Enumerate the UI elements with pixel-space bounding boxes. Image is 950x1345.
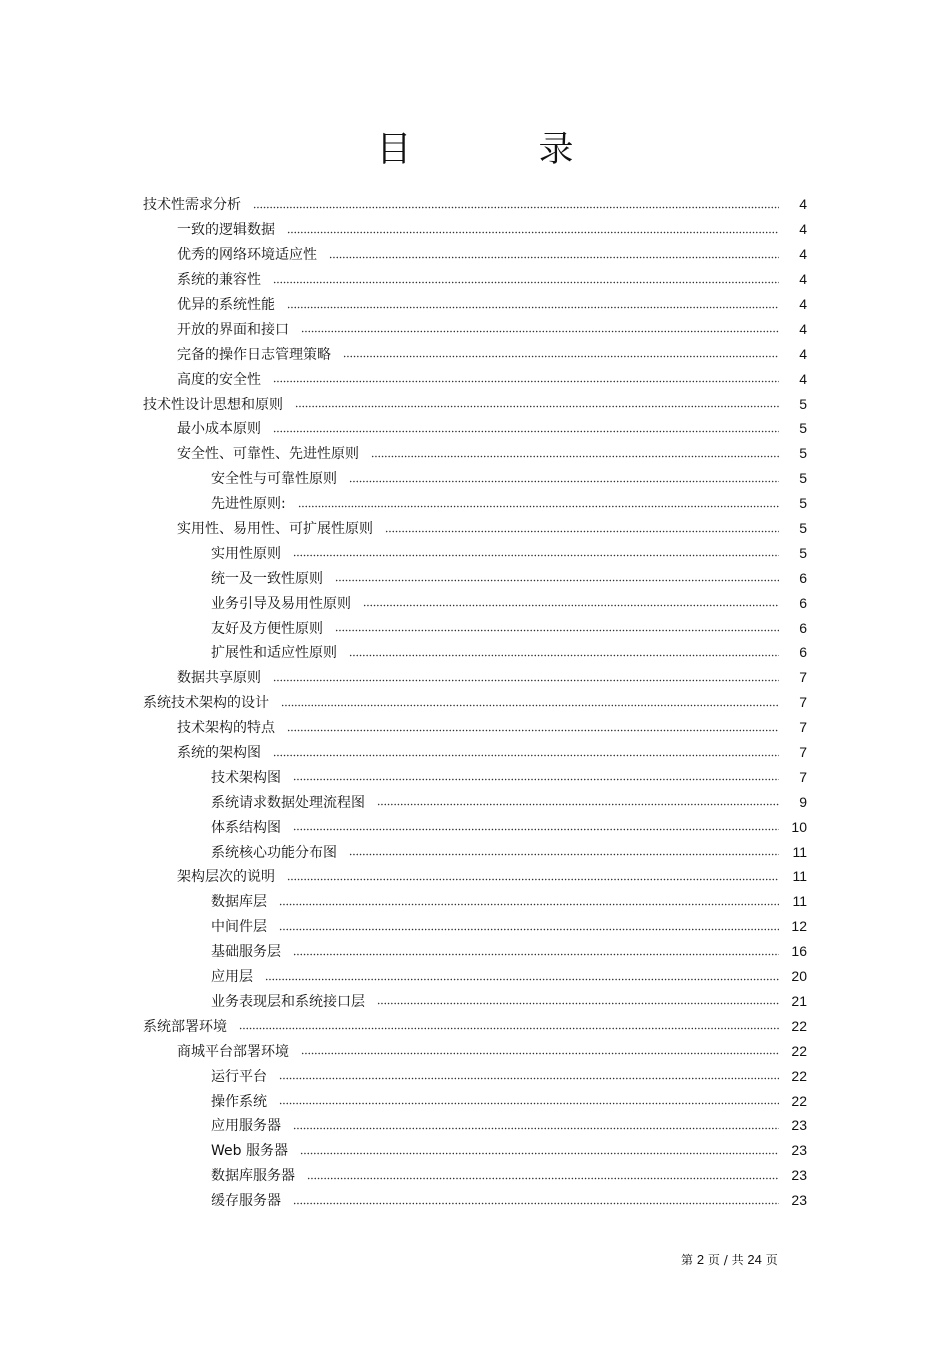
toc-dot-leader bbox=[301, 327, 779, 337]
toc-entry-label: 开放的界面和接口 bbox=[177, 321, 289, 338]
toc-entry[interactable] bbox=[143, 292, 807, 317]
toc-entry-label: 应用服务器 bbox=[211, 1118, 281, 1135]
toc-dot-leader bbox=[265, 974, 779, 984]
toc-entry[interactable] bbox=[143, 814, 807, 839]
toc-entry-page-number: 5 bbox=[799, 520, 807, 537]
toc-entry-label: 架构层次的说明 bbox=[177, 869, 275, 886]
toc-entry-page-number: 11 bbox=[792, 868, 807, 885]
toc-dot-leader bbox=[371, 451, 779, 461]
toc-entry[interactable] bbox=[143, 217, 807, 242]
toc-entry[interactable] bbox=[143, 1088, 807, 1113]
toc-entry-page-number: 12 bbox=[791, 918, 807, 935]
toc-entry-page-number: 16 bbox=[791, 943, 807, 960]
footer-suffix: 页 bbox=[765, 1253, 778, 1267]
toc-dot-leader bbox=[385, 526, 779, 536]
toc-entry[interactable] bbox=[143, 1188, 807, 1213]
toc-entry-page-number: 4 bbox=[799, 246, 807, 263]
toc-entry-label: 中间件层 bbox=[211, 919, 267, 936]
toc-entry-page-number: 22 bbox=[791, 1017, 807, 1034]
footer-mid: 页 / 共 bbox=[707, 1253, 744, 1267]
toc-entry[interactable] bbox=[143, 366, 807, 391]
toc-entry-page-number: 9 bbox=[799, 793, 807, 810]
toc-dot-leader bbox=[281, 700, 779, 710]
toc-entry-label: 业务引导及易用性原则 bbox=[211, 595, 351, 612]
toc-entry[interactable] bbox=[143, 1063, 807, 1088]
toc-dot-leader bbox=[293, 949, 779, 959]
toc-entry-label: 缓存服务器 bbox=[211, 1193, 281, 1210]
toc-entry[interactable] bbox=[143, 540, 807, 565]
toc-entry-label: 体系结构图 bbox=[211, 819, 281, 836]
toc-entry-label: 统一及一致性原则 bbox=[211, 570, 323, 587]
toc-entry-page-number: 5 bbox=[799, 420, 807, 437]
toc-entry-page-number: 22 bbox=[791, 1042, 807, 1059]
toc-entry[interactable] bbox=[143, 740, 807, 765]
toc-entry[interactable] bbox=[143, 1113, 807, 1138]
toc-dot-leader bbox=[287, 725, 779, 735]
toc-entry-label: 操作系统 bbox=[211, 1093, 267, 1110]
toc-entry-page-number: 4 bbox=[799, 370, 807, 387]
toc-dot-leader bbox=[293, 775, 779, 785]
toc-entry[interactable] bbox=[143, 1163, 807, 1188]
toc-entry[interactable] bbox=[143, 789, 807, 814]
toc-entry-page-number: 4 bbox=[799, 345, 807, 362]
toc-entry-page-number: 6 bbox=[799, 619, 807, 636]
toc-entry-label: 基础服务层 bbox=[211, 944, 281, 961]
toc-entry-label: 安全性与可靠性原则 bbox=[211, 471, 337, 488]
toc-entry[interactable] bbox=[143, 1013, 807, 1038]
table-of-contents bbox=[143, 192, 807, 1213]
toc-entry[interactable] bbox=[143, 964, 807, 989]
toc-entry-label: 完备的操作日志管理策略 bbox=[177, 346, 331, 363]
toc-dot-leader bbox=[335, 576, 779, 586]
toc-entry[interactable] bbox=[143, 590, 807, 615]
toc-entry-label: 实用性、易用性、可扩展性原则 bbox=[177, 521, 373, 538]
toc-dot-leader bbox=[279, 1099, 779, 1109]
toc-entry-label: 系统的架构图 bbox=[177, 745, 261, 762]
toc-entry-label: 数据共享原则 bbox=[177, 670, 261, 687]
toc-entry[interactable] bbox=[143, 914, 807, 939]
toc-entry-label: 技术架构图 bbox=[211, 769, 281, 786]
toc-dot-leader bbox=[377, 800, 779, 810]
toc-dot-leader bbox=[273, 277, 779, 287]
toc-entry-page-number: 6 bbox=[799, 594, 807, 611]
toc-entry-page-number: 6 bbox=[799, 644, 807, 661]
toc-dot-leader bbox=[273, 675, 779, 685]
toc-entry-page-number: 7 bbox=[799, 744, 807, 761]
toc-entry-label: 扩展性和适应性原则 bbox=[211, 645, 337, 662]
page-title: 目 录 bbox=[376, 130, 632, 170]
toc-dot-leader bbox=[273, 426, 779, 436]
toc-entry[interactable] bbox=[143, 516, 807, 541]
toc-entry-page-number: 11 bbox=[792, 893, 807, 910]
toc-dot-leader bbox=[349, 476, 779, 486]
toc-dot-leader bbox=[279, 899, 779, 909]
toc-entry[interactable] bbox=[143, 1038, 807, 1063]
toc-entry-page-number: 7 bbox=[799, 694, 807, 711]
toc-dot-leader bbox=[307, 1173, 779, 1183]
toc-entry-label: 系统请求数据处理流程图 bbox=[211, 794, 365, 811]
toc-entry-label: 一致的逻辑数据 bbox=[177, 222, 275, 239]
toc-entry-page-number: 4 bbox=[799, 320, 807, 337]
footer-current-page: 2 bbox=[696, 1252, 705, 1267]
toc-entry-page-number: 23 bbox=[791, 1117, 807, 1134]
toc-entry-page-number: 5 bbox=[799, 445, 807, 462]
toc-entry-label: 优秀的网络环境适应性 bbox=[177, 247, 317, 264]
toc-dot-leader bbox=[273, 377, 779, 387]
toc-entry-page-number: 10 bbox=[791, 818, 807, 835]
toc-entry-label: 技术性需求分析 bbox=[143, 197, 241, 214]
toc-entry[interactable] bbox=[143, 640, 807, 665]
toc-entry-page-number: 20 bbox=[791, 968, 807, 985]
toc-entry-page-number: 4 bbox=[799, 196, 807, 213]
toc-entry-page-number: 4 bbox=[799, 296, 807, 312]
toc-entry-label: Web 服务器 bbox=[211, 1143, 288, 1160]
toc-dot-leader bbox=[300, 1148, 779, 1158]
toc-entry-label: 最小成本原则 bbox=[177, 421, 261, 438]
toc-dot-leader bbox=[239, 1024, 779, 1034]
toc-entry-page-number: 7 bbox=[799, 669, 807, 686]
toc-entry[interactable] bbox=[143, 715, 807, 740]
toc-dot-leader bbox=[349, 650, 779, 660]
page-footer bbox=[681, 1251, 778, 1268]
toc-entry-label: 高度的安全性 bbox=[177, 371, 261, 388]
toc-dot-leader bbox=[343, 352, 779, 362]
toc-entry-label: 系统核心功能分布图 bbox=[211, 844, 337, 861]
toc-entry[interactable] bbox=[143, 341, 807, 366]
toc-entry-label: 商城平台部署环境 bbox=[177, 1043, 289, 1060]
toc-entry-page-number: 4 bbox=[799, 221, 807, 238]
toc-entry-label: 友好及方便性原则 bbox=[211, 620, 323, 637]
toc-entry-label: 运行平台 bbox=[211, 1068, 267, 1085]
toc-entry[interactable] bbox=[143, 565, 807, 590]
toc-entry[interactable] bbox=[143, 391, 807, 416]
toc-dot-leader bbox=[295, 402, 779, 412]
toc-entry-label: 技术架构的特点 bbox=[177, 720, 275, 737]
toc-entry-page-number: 7 bbox=[799, 719, 807, 736]
footer-total-pages: 24 bbox=[747, 1252, 762, 1267]
toc-entry-label: 数据库层 bbox=[211, 894, 267, 911]
toc-entry-page-number: 5 bbox=[799, 470, 807, 487]
toc-dot-leader bbox=[253, 202, 779, 212]
toc-entry-label: 系统的兼容性 bbox=[177, 272, 261, 289]
toc-dot-leader bbox=[293, 551, 779, 561]
toc-entry[interactable] bbox=[143, 316, 807, 341]
toc-entry[interactable] bbox=[143, 889, 807, 914]
toc-entry[interactable] bbox=[143, 192, 807, 217]
toc-dot-leader bbox=[279, 924, 779, 934]
toc-entry-label: 优异的系统性能 bbox=[177, 297, 275, 313]
toc-entry-label: 安全性、可靠性、先进性原则 bbox=[177, 446, 359, 463]
toc-dot-leader bbox=[298, 501, 779, 511]
toc-entry[interactable] bbox=[143, 267, 807, 292]
toc-entry[interactable] bbox=[143, 242, 807, 267]
toc-entry-page-number: 22 bbox=[791, 1092, 807, 1109]
toc-entry-page-number: 5 bbox=[799, 395, 807, 412]
toc-entry-label: 业务表现层和系统接口层 bbox=[211, 993, 365, 1010]
toc-entry-page-number: 23 bbox=[791, 1167, 807, 1184]
toc-entry[interactable] bbox=[143, 1138, 807, 1163]
toc-entry[interactable] bbox=[143, 615, 807, 640]
toc-dot-leader bbox=[301, 1049, 779, 1059]
toc-entry-page-number: 4 bbox=[799, 271, 807, 288]
toc-entry-page-number: 23 bbox=[791, 1142, 807, 1159]
toc-entry-page-number: 11 bbox=[792, 843, 807, 860]
toc-dot-leader bbox=[363, 601, 779, 611]
toc-entry-label: 技术性设计思想和原则 bbox=[143, 396, 283, 413]
toc-entry[interactable] bbox=[143, 939, 807, 964]
toc-entry-page-number: 6 bbox=[799, 569, 807, 586]
toc-dot-leader bbox=[377, 999, 779, 1009]
toc-entry-page-number: 21 bbox=[791, 992, 807, 1009]
toc-entry[interactable] bbox=[143, 466, 807, 491]
toc-entry[interactable] bbox=[143, 690, 807, 715]
toc-entry[interactable] bbox=[143, 989, 807, 1014]
toc-dot-leader bbox=[293, 825, 779, 835]
toc-entry-page-number: 23 bbox=[791, 1192, 807, 1209]
toc-entry-page-number: 7 bbox=[799, 768, 807, 785]
toc-dot-leader bbox=[287, 302, 779, 312]
toc-dot-leader bbox=[287, 227, 779, 237]
toc-entry-page-number: 22 bbox=[791, 1067, 807, 1084]
toc-entry[interactable] bbox=[143, 491, 807, 516]
toc-dot-leader bbox=[293, 1198, 779, 1208]
toc-entry[interactable] bbox=[143, 839, 807, 864]
toc-dot-leader bbox=[335, 626, 779, 636]
toc-dot-leader bbox=[349, 850, 779, 860]
toc-entry-label: 数据库服务器 bbox=[211, 1168, 295, 1185]
toc-entry-label: 系统部署环境 bbox=[143, 1018, 227, 1035]
toc-dot-leader bbox=[293, 1123, 779, 1133]
toc-entry[interactable] bbox=[143, 416, 807, 441]
toc-entry-label: 先进性原则: bbox=[211, 496, 286, 513]
toc-entry-label: 应用层 bbox=[211, 969, 253, 986]
toc-dot-leader bbox=[329, 252, 779, 262]
toc-dot-leader bbox=[273, 750, 779, 760]
toc-entry[interactable] bbox=[143, 441, 807, 466]
footer-prefix: 第 bbox=[681, 1253, 694, 1267]
toc-entry-label: 系统技术架构的设计 bbox=[143, 695, 269, 712]
toc-entry-label: 实用性原则 bbox=[211, 545, 281, 562]
toc-entry[interactable] bbox=[143, 665, 807, 690]
toc-entry[interactable] bbox=[143, 864, 807, 889]
toc-entry-page-number: 5 bbox=[799, 544, 807, 561]
toc-entry[interactable] bbox=[143, 764, 807, 789]
toc-dot-leader bbox=[287, 874, 779, 884]
toc-dot-leader bbox=[279, 1074, 779, 1084]
toc-entry-page-number: 5 bbox=[799, 495, 807, 512]
